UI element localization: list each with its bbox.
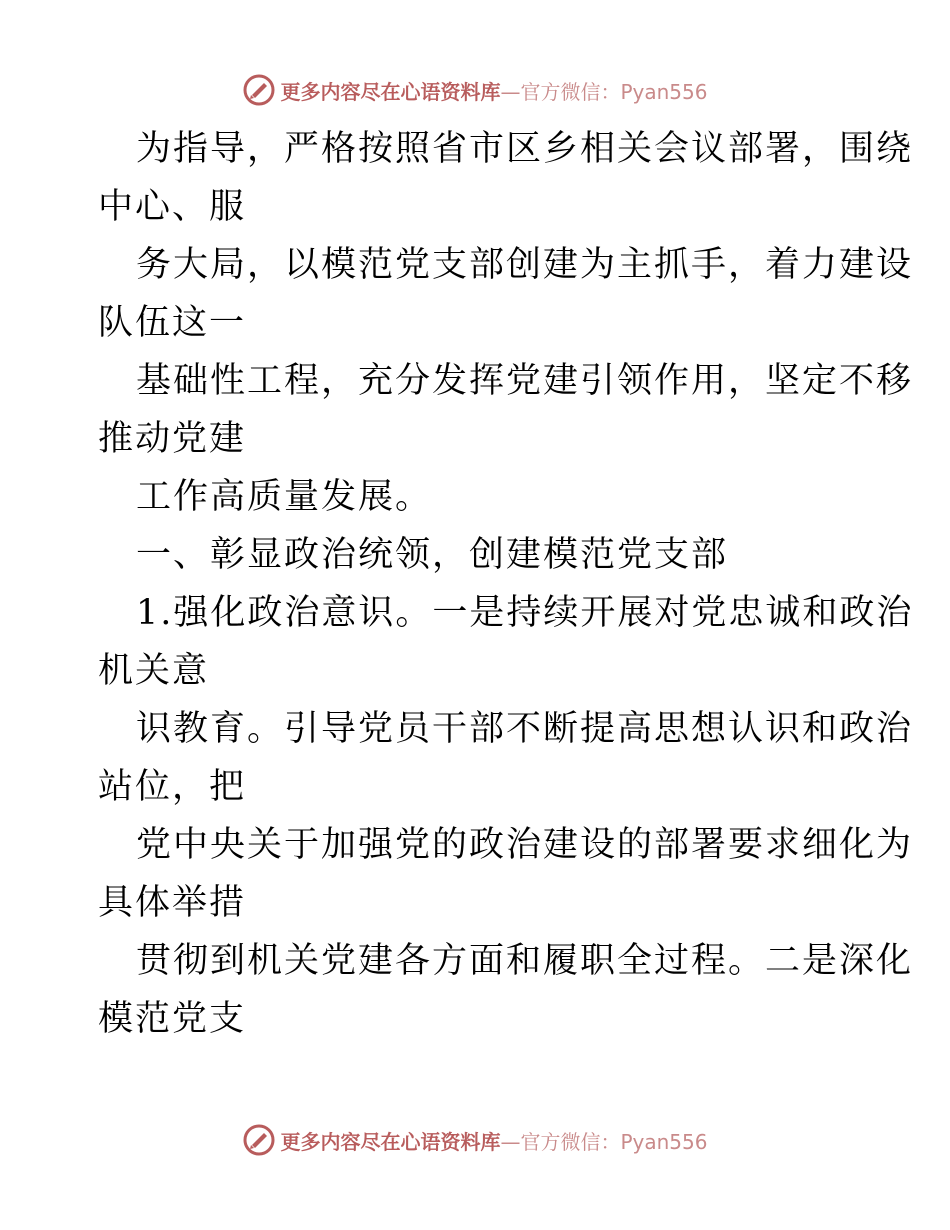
text-line: 为指导，严格按照省市区乡相关会议部署，围绕 xyxy=(136,129,914,169)
text-line: 1.强化政治意识。一是持续开展对党忠诚和政治 xyxy=(136,593,914,633)
text-line: 一、彰显政治统领，创建模范党支部 xyxy=(136,535,729,575)
footer-watermark xyxy=(0,1120,950,1160)
text-line: 工作高质量发展。 xyxy=(136,477,433,517)
watermark-brand: 更多内容尽在心语资料库 xyxy=(280,79,501,104)
watermark-brand: 更多内容尽在心语资料库 xyxy=(280,1129,501,1154)
text-line: 队伍这一 xyxy=(98,303,247,343)
text-line: 基础性工程，充分发挥党建引领作用，坚定不移 xyxy=(136,361,914,401)
text-line: 机关意 xyxy=(98,651,210,691)
text-line: 识教育。引导党员干部不断提高思想认识和政治 xyxy=(136,709,914,749)
logo-icon xyxy=(242,73,276,107)
text-line: 模范党支 xyxy=(98,999,247,1039)
logo-icon xyxy=(242,1123,276,1157)
text-line: 务大局，以模范党支部创建为主抓手，着力建设 xyxy=(136,245,914,285)
text-line: 站位，把 xyxy=(98,767,247,807)
watermark-separator: — xyxy=(500,79,521,104)
document-body xyxy=(98,120,914,1048)
watermark-separator: — xyxy=(500,1129,521,1154)
text-line: 中心、服 xyxy=(98,187,247,227)
text-line: 推动党建 xyxy=(98,419,247,459)
watermark-suffix: 官方微信：Pyan556 xyxy=(520,1129,708,1154)
text-line: 贯彻到机关党建各方面和履职全过程。二是深化 xyxy=(136,941,914,981)
watermark-suffix: 官方微信：Pyan556 xyxy=(520,79,708,104)
header-watermark xyxy=(0,70,950,110)
text-line: 党中央关于加强党的政治建设的部署要求细化为 xyxy=(136,825,914,865)
text-line: 具体举措 xyxy=(98,883,247,923)
